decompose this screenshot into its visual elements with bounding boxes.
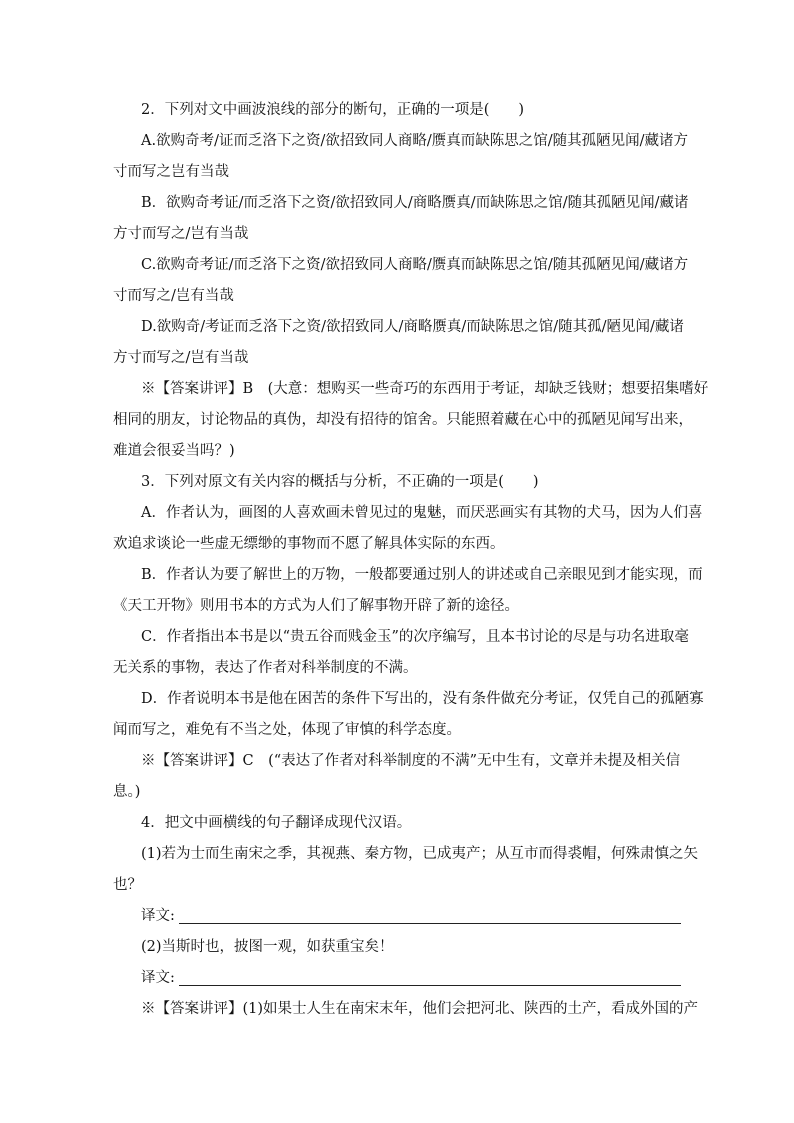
translation-label: 译文: xyxy=(141,908,175,924)
q3-option-b-line2: 《天工开物》则用书本的方式为人们了解事物开辟了新的途径。 xyxy=(113,598,519,614)
q2-option-c-line1: C.欲购奇考证/而乏洛下之资/欲招致同人商略/赝真而缺陈思之馆/随其孤陋见闻/藏诸方 xyxy=(141,257,689,273)
q2-option-d-line1: D.欲购奇/考证而乏洛下之资/欲招致同人/商略赝真/而缺陈思之馆/随其孤/陋见闻/藏诸 xyxy=(141,319,684,335)
q3-option-d-line2: 闻而写之，难免有不当之处，体现了审慎的科学态度。 xyxy=(113,722,461,738)
q2-option-a-line1: A.欲购奇考/证而乏洛下之资/欲招致同人商略/赝真而缺陈思之馆/随其孤陋见闻/藏诸方 xyxy=(141,133,689,149)
translation-blank-line[interactable] xyxy=(179,984,681,986)
q2-answer-line3: 难道会很妥当吗？) xyxy=(113,443,235,459)
q3-option-c-line2: 无关系的事物，表达了作者对科举制度的不满。 xyxy=(113,660,418,676)
q4-sentence1-line1: (1)若为士而生南宋之季，其视燕、秦方物，已成夷产；从互市而得裘帽，何殊肃慎之矢 xyxy=(141,846,699,862)
q4-answer-line1: ※【答案讲评】(1)如果士人生在南宋末年，他们会把河北、陕西的土产，看成外国的产 xyxy=(141,1001,699,1017)
q2-option-b-line1: B．欲购奇考证/而乏洛下之资/欲招致同人/商略赝真/而缺陈思之馆/随其孤陋见闻/藏诸 xyxy=(141,195,689,211)
q2-answer-line1: ※【答案讲评】B (大意：想购买一些奇巧的东西用于考证，却缺乏钱财；想要招集嗜好 xyxy=(141,381,709,397)
q3-answer-line2: 息。) xyxy=(113,784,141,800)
q2-option-c-line2: 寸而写之/岂有当哉 xyxy=(113,288,234,304)
q3-option-a-line1: A．作者认为，画图的人喜欢画未曾见过的鬼魅，而厌恶画实有其物的犬马，因为人们喜 xyxy=(141,505,703,521)
q3-option-c-line1: C．作者指出本书是以“贵五谷而贱金玉”的次序编写，且本书讨论的尽是与功名进取毫 xyxy=(141,629,689,645)
q3-answer-line1: ※【答案讲评】C (“表达了作者对科举制度的不满”无中生有，文章并未提及相关信 xyxy=(141,753,681,769)
q2-answer-line2: 相同的朋友，讨论物品的真伪，却没有招待的馆舍。只能照着藏在心中的孤陋见闻写出来， xyxy=(113,412,693,428)
q4-sentence1-line2: 也？ xyxy=(113,877,142,893)
translation-blank-line[interactable] xyxy=(179,922,681,924)
document-body xyxy=(113,95,709,1025)
q2-option-b-line2: 方寸而写之/岂有当哉 xyxy=(113,226,249,242)
q2-stem: 2．下列对文中画波浪线的部分的断句，正确的一项是( ) xyxy=(141,102,525,118)
q4-translation-row-1 xyxy=(113,901,683,932)
q3-option-b-line1: B．作者认为要了解世上的万物，一般都要通过别人的讲述或自己亲眼见到才能实现，而 xyxy=(141,567,703,583)
q3-stem: 3．下列对原文有关内容的概括与分析，不正确的一项是( ) xyxy=(141,474,539,490)
q2-option-d-line2: 方寸而写之/岂有当哉 xyxy=(113,350,249,366)
q4-stem: 4．把文中画横线的句子翻译成现代汉语。 xyxy=(141,815,412,831)
q4-sentence2: (2)当斯时也，披图一观，如获重宝矣！ xyxy=(141,939,394,955)
q3-option-a-line2: 欢追求谈论一些虚无缥缈的事物而不愿了解具体实际的东西。 xyxy=(113,536,505,552)
translation-label: 译文: xyxy=(141,970,175,986)
q2-option-a-line2: 寸而写之岂有当哉 xyxy=(113,164,229,180)
q3-option-d-line1: D．作者说明本书是他在困苦的条件下写出的，没有条件做充分考证，仅凭自己的孤陋寡 xyxy=(141,691,704,707)
q4-translation-row-2 xyxy=(113,963,683,994)
